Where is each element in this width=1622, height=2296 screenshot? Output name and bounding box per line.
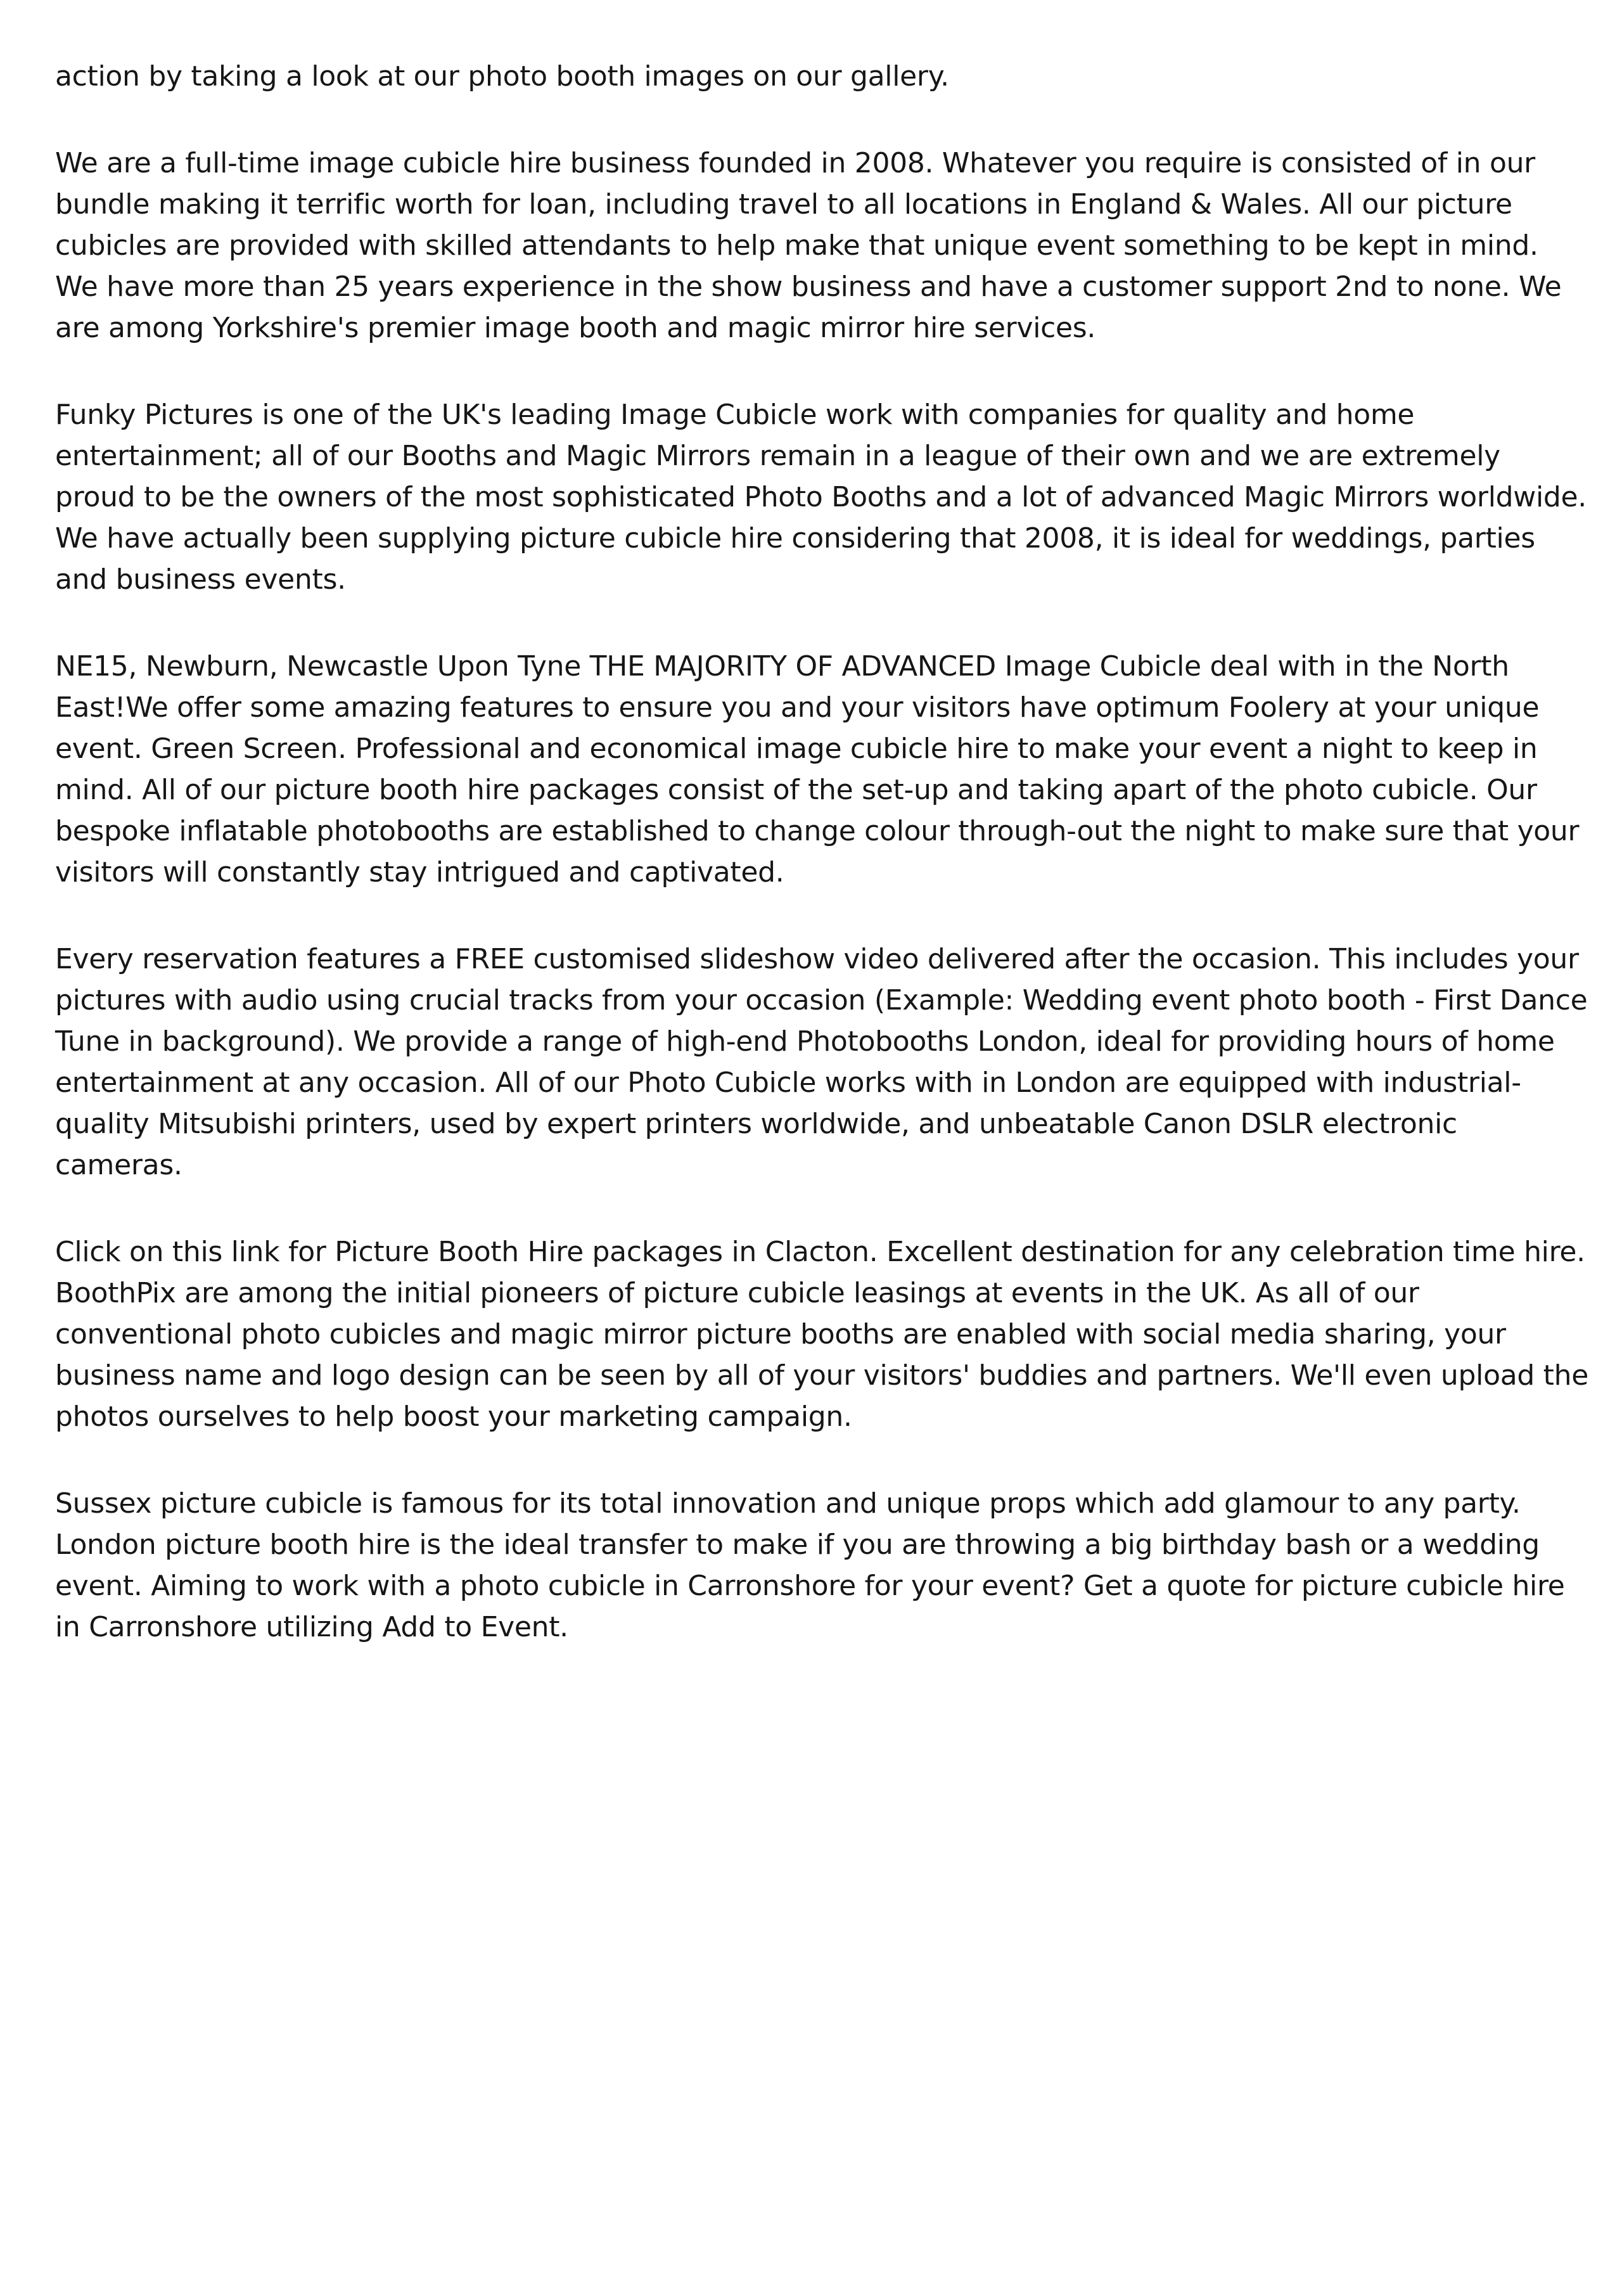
paragraph-1: action by taking a look at our photo booth images on our gallery. [55,60,949,93]
paragraph-4: NE15, Newburn, Newcastle Upon Tyne THE MAJORITY OF ADVANCED Image Cubicle deal with in the North East!We offer some amazing features to ensure you and your visitors have optimum Foolery at your unique event. Green Screen. Professional and economical image cubicle hire to make your event a night to keep in mind. All of our picture booth hire packages consist of the set-up and taking apart of the photo cubicle. Our bespoke inflatable photobooths are established to change colour through-out the night to make sure that your visitors will constantly stay intrigued and captivated. [55,650,1580,888]
paragraph-5: Every reservation features a FREE customised slideshow video delivered after the occasion. This includes your pictures with audio using crucial tracks from your occasion (Example: Wedding event photo booth - First Dance Tune in background). We provide a range of high-end Photobooths London, ideal for providing hours of home entertainment at any occasion. All of our Photo Cubicle works with in London are equipped with industrial-quality Mitsubishi printers, used by expert printers worldwide, and unbeatable Canon DSLR electronic cameras. [55,943,1588,1181]
paragraph-6: Click on this link for Picture Booth Hire packages in Clacton. Excellent destination for any celebration time hire. BoothPix are among the initial pioneers of picture cubicle leasings at events in the UK. As all of our conventional photo cubicles and magic mirror picture booths are enabled with social media sharing, your business name and logo design can be seen by all of your visitors' buddies and partners. We'll even upload the photos ourselves to help boost your marketing campaign. [55,1236,1588,1433]
document-body [55,56,1588,1693]
paragraph-7: Sussex picture cubicle is famous for its total innovation and unique props which add glamour to any party. London picture booth hire is the ideal transfer to make if you are throwing a big birthday bash or a wedding event. Aiming to work with a photo cubicle in Carronshore for your event? Get a quote for picture cubicle hire in Carronshore utilizing Add to Event. [55,1487,1565,1643]
paragraph-3: Funky Pictures is one of the UK's leading Image Cubicle work with companies for quality and home entertainment; all of our Booths and Magic Mirrors remain in a league of their own and we are extremely proud to be the owners of the most sophisticated Photo Booths and a lot of advanced Magic Mirrors worldwide. We have actually been supplying picture cubicle hire considering that 2008, it is ideal for weddings, parties and business events. [55,399,1587,596]
paragraph-2: We are a full-time image cubicle hire business founded in 2008. Whatever you require is consisted of in our bundle making it terrific worth for loan, including travel to all locations in England & Wales. All our picture cubicles are provided with skilled attendants to help make that unique event something to be kept in mind. We have more than 25 years experience in the show business and have a customer support 2nd to none. We are among Yorkshire's premier image booth and magic mirror hire services. [55,147,1562,344]
